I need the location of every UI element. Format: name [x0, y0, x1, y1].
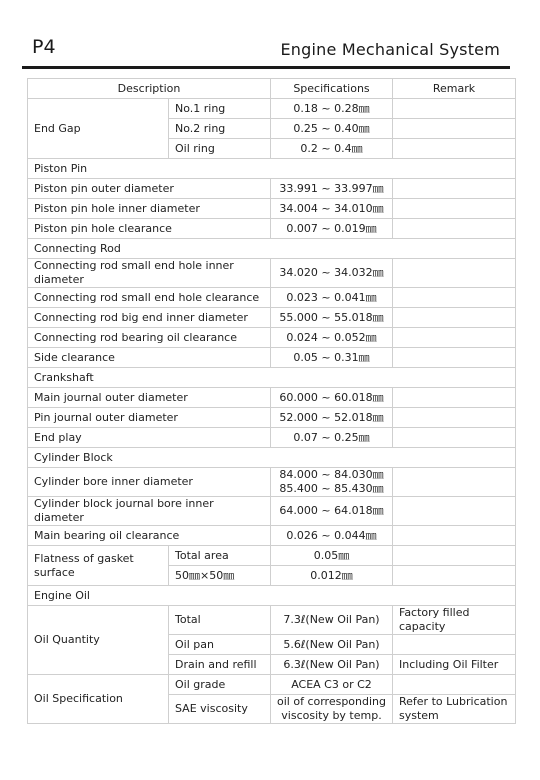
table-row: [28, 497, 516, 526]
remark-cell: [393, 179, 516, 199]
remark-cell: Including Oil Filter: [393, 655, 516, 675]
sub-label: Drain and refill: [169, 655, 271, 675]
remark-cell: [393, 675, 516, 695]
desc-cell: Connecting rod small end hole inner diameter: [28, 259, 271, 288]
col-header-remark: Remark: [393, 79, 516, 99]
remark-cell: [393, 219, 516, 239]
oil-spec-label: Oil Specification: [28, 675, 169, 724]
spec-value: [271, 468, 393, 497]
spec-value: 60.000 ~ 60.018㎜: [271, 388, 393, 408]
col-header-description: Description: [28, 79, 271, 99]
group-label-connecting-rod: Connecting Rod: [28, 239, 516, 259]
desc-cell: Cylinder bore inner diameter: [28, 468, 271, 497]
table-row: [28, 388, 516, 408]
table-row: [28, 179, 516, 199]
group-label-crankshaft: Crankshaft: [28, 368, 516, 388]
spec-value: 0.2 ~ 0.4㎜: [271, 139, 393, 159]
group-label-cylinder-block: Cylinder Block: [28, 448, 516, 468]
table-row: [28, 288, 516, 308]
spec-value: 0.023 ~ 0.041㎜: [271, 288, 393, 308]
remark-cell: [393, 348, 516, 368]
spec-line: 85.400 ~ 85.430㎜: [279, 482, 384, 495]
group-row: [28, 586, 516, 606]
desc-cell: Connecting rod big end inner diameter: [28, 308, 271, 328]
remark-cell: [393, 99, 516, 119]
spec-value: 6.3ℓ(New Oil Pan): [271, 655, 393, 675]
remark-cell: Refer to Lubrication system: [393, 695, 516, 724]
sub-label: Total: [169, 606, 271, 635]
table-row: [28, 99, 516, 119]
remark-cell: [393, 288, 516, 308]
spec-value: 33.991 ~ 33.997㎜: [271, 179, 393, 199]
table-row: [28, 219, 516, 239]
table-row: [28, 468, 516, 497]
remark-cell: [393, 199, 516, 219]
desc-cell: Pin journal outer diameter: [28, 408, 271, 428]
group-row: [28, 239, 516, 259]
table-row: [28, 328, 516, 348]
remark-cell: [393, 259, 516, 288]
remark-cell: [393, 388, 516, 408]
sub-label: No.1 ring: [169, 99, 271, 119]
sub-label: Oil ring: [169, 139, 271, 159]
remark-cell: [393, 526, 516, 546]
end-gap-label: End Gap: [28, 99, 169, 159]
spec-value: 7.3ℓ(New Oil Pan): [271, 606, 393, 635]
header-rule: [22, 66, 510, 69]
spec-value: 5.6ℓ(New Oil Pan): [271, 635, 393, 655]
desc-cell: Cylinder block journal bore inner diameter: [28, 497, 271, 526]
spec-value: 0.012㎜: [271, 566, 393, 586]
group-row: [28, 368, 516, 388]
desc-cell: Piston pin hole inner diameter: [28, 199, 271, 219]
spec-value: 0.05 ~ 0.31㎜: [271, 348, 393, 368]
remark-cell: [393, 497, 516, 526]
desc-cell: Connecting rod bearing oil clearance: [28, 328, 271, 348]
table-row: [28, 408, 516, 428]
spec-value: 0.007 ~ 0.019㎜: [271, 219, 393, 239]
spec-line: 84.000 ~ 84.030㎜: [279, 468, 384, 481]
spec-value: ACEA C3 or C2: [271, 675, 393, 695]
desc-cell: Connecting rod small end hole clearance: [28, 288, 271, 308]
table-row: [28, 526, 516, 546]
table-row: [28, 428, 516, 448]
remark-cell: [393, 408, 516, 428]
remark-cell: [393, 546, 516, 566]
spec-table: [27, 78, 516, 724]
spec-value: 0.024 ~ 0.052㎜: [271, 328, 393, 348]
col-header-specifications: Specifications: [271, 79, 393, 99]
flatness-label: Flatness of gasket surface: [28, 546, 169, 586]
table-row: [28, 675, 516, 695]
group-row: [28, 159, 516, 179]
page-header: [0, 0, 540, 70]
spec-value: 0.05㎜: [271, 546, 393, 566]
desc-cell: Main bearing oil clearance: [28, 526, 271, 546]
group-row: [28, 448, 516, 468]
sub-label: Total area: [169, 546, 271, 566]
table-row: [28, 606, 516, 635]
remark-cell: [393, 635, 516, 655]
desc-cell: End play: [28, 428, 271, 448]
spec-value: oil of corresponding viscosity by temp.: [271, 695, 393, 724]
spec-value: 0.18 ~ 0.28㎜: [271, 99, 393, 119]
sub-label: No.2 ring: [169, 119, 271, 139]
spec-value: 0.07 ~ 0.25㎜: [271, 428, 393, 448]
sub-label: Oil grade: [169, 675, 271, 695]
remark-cell: [393, 139, 516, 159]
remark-cell: [393, 468, 516, 497]
remark-cell: [393, 566, 516, 586]
sub-label: Oil pan: [169, 635, 271, 655]
section-title: Engine Mechanical System: [280, 40, 500, 59]
desc-cell: Main journal outer diameter: [28, 388, 271, 408]
remark-cell: [393, 428, 516, 448]
table-row: [28, 546, 516, 566]
table-row: [28, 308, 516, 328]
group-label-engine-oil: Engine Oil: [28, 586, 516, 606]
remark-cell: [393, 328, 516, 348]
spec-value: 34.020 ~ 34.032㎜: [271, 259, 393, 288]
remark-cell: [393, 119, 516, 139]
desc-cell: Piston pin hole clearance: [28, 219, 271, 239]
oil-quantity-label: Oil Quantity: [28, 606, 169, 675]
desc-cell: Piston pin outer diameter: [28, 179, 271, 199]
sub-label: 50㎜×50㎜: [169, 566, 271, 586]
remark-cell: Factory filled capacity: [393, 606, 516, 635]
spec-value: 55.000 ~ 55.018㎜: [271, 308, 393, 328]
spec-value: 64.000 ~ 64.018㎜: [271, 497, 393, 526]
table-row: [28, 259, 516, 288]
page-code: P4: [32, 36, 56, 58]
spec-value: 0.25 ~ 0.40㎜: [271, 119, 393, 139]
group-label-piston-pin: Piston Pin: [28, 159, 516, 179]
table-row: [28, 348, 516, 368]
table-header-row: [28, 79, 516, 99]
table-row: [28, 199, 516, 219]
sub-label: SAE viscosity: [169, 695, 271, 724]
spec-value: 52.000 ~ 52.018㎜: [271, 408, 393, 428]
desc-cell: Side clearance: [28, 348, 271, 368]
spec-value: 34.004 ~ 34.010㎜: [271, 199, 393, 219]
remark-cell: [393, 308, 516, 328]
spec-value: 0.026 ~ 0.044㎜: [271, 526, 393, 546]
